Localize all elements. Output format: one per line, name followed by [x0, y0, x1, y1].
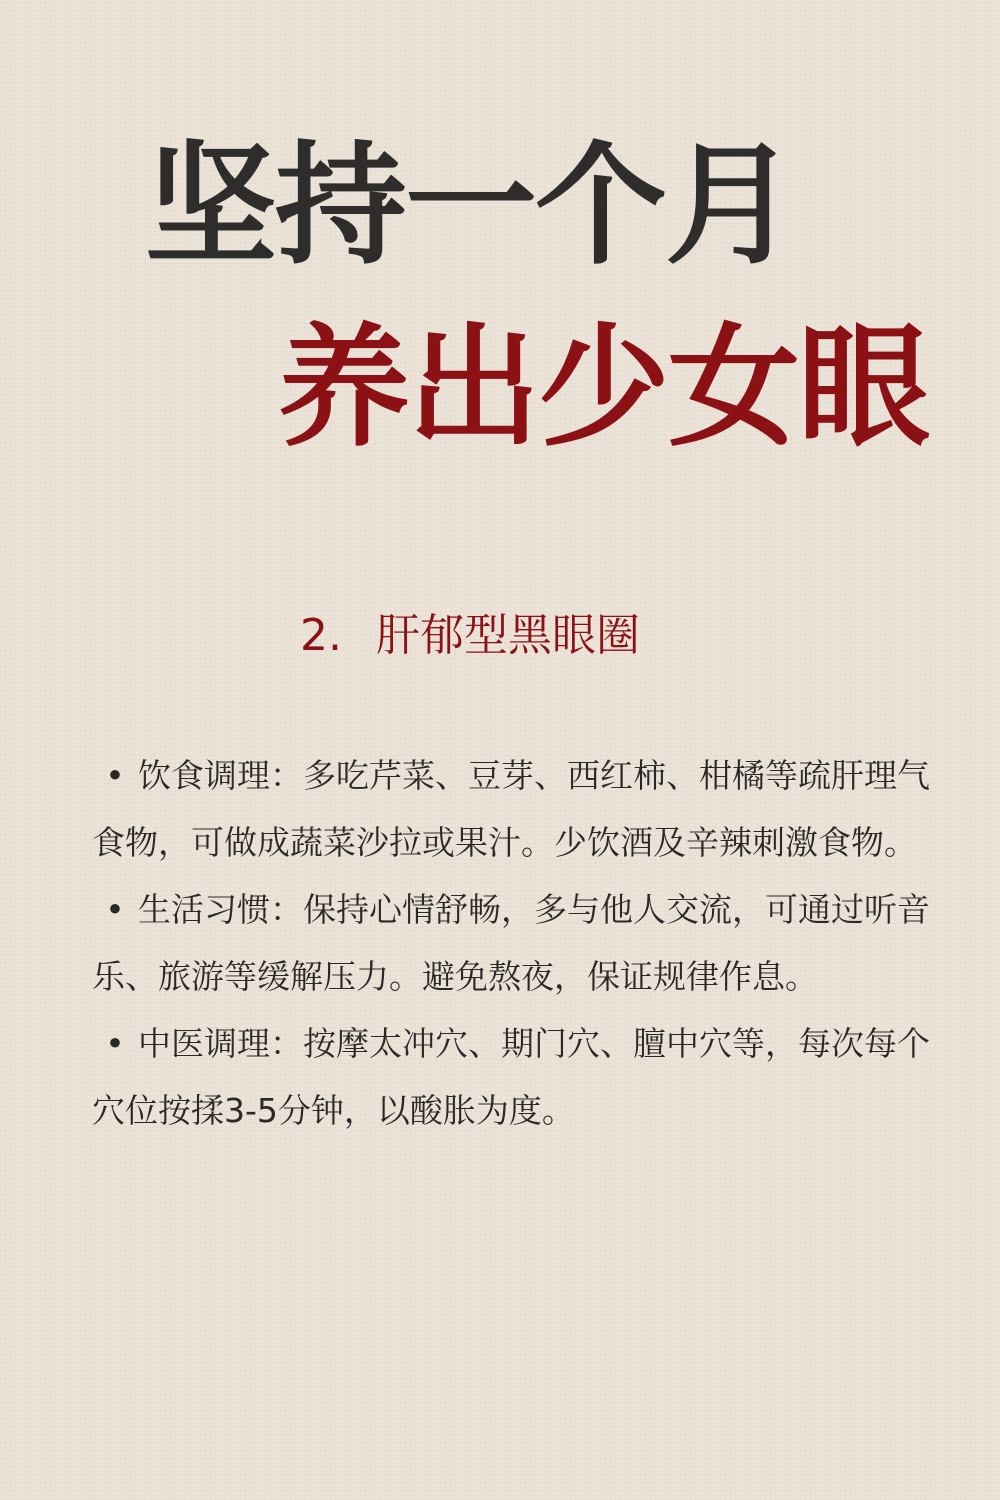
list-item-lifestyle — [92, 876, 942, 1010]
bullet-icon: • — [105, 890, 125, 929]
title-line-2: 养出少女眼 — [278, 311, 928, 465]
bullet-icon: • — [105, 1024, 125, 1063]
section-number: 2. — [300, 610, 342, 661]
list-item-tcm — [92, 1010, 942, 1144]
list-item-text: 生活习惯：保持心情舒畅，多与他人交流，可通过听音乐、旅游等缓解压力。避免熬夜，保证规律作息。 — [92, 890, 930, 996]
list-item-diet — [92, 742, 942, 876]
section-heading — [300, 610, 640, 661]
bullet-icon: • — [105, 756, 125, 795]
list-item-text: 中医调理：按摩太冲穴、期门穴、膻中穴等，每次每个穴位按揉3-5分钟，以酸胀为度。 — [92, 1024, 930, 1130]
title-line-1: 坚持一个月 — [145, 129, 795, 283]
section-title: 肝郁型黑眼圈 — [375, 610, 640, 661]
tips-list — [92, 742, 942, 1144]
list-item-text: 饮食调理：多吃芹菜、豆芽、西红柿、柑橘等疏肝理气食物，可做成蔬菜沙拉或果汁。少饮酒及辛辣刺激食物。 — [92, 756, 930, 862]
